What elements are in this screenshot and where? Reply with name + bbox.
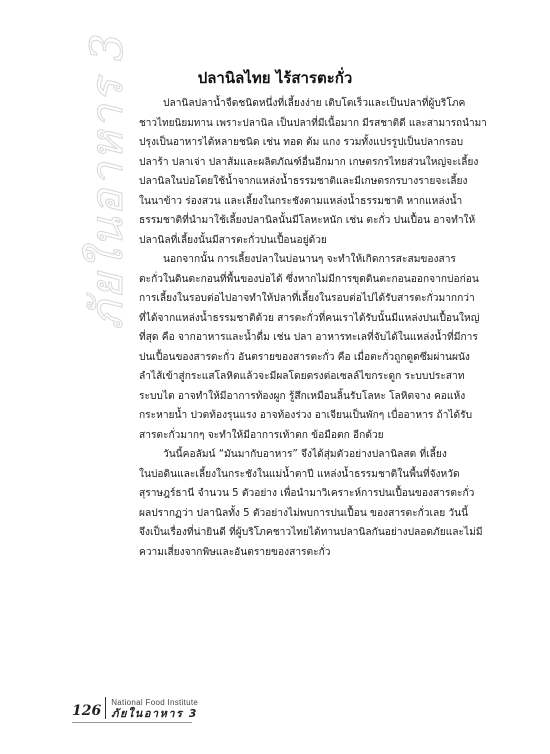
body-text-line: ตะกั่วในดินตะกอนที่พื้นของบ่อได้ ซึ่งหากไม่มีการขุดดินตะกอนออกจากบ่อก่อน: [139, 273, 479, 285]
body-text-line: ธรรมชาติที่นำมาใช้เลี้ยงปลานิลนั้นมีโลหะหนัก เช่น ตะกั่ว ปนเปื้อน อาจทำให้: [139, 215, 476, 226]
body-text-line: วันนี้คอลัมน์ “มันมากับอาหาร” จึงได้สุ่มตัวอย่างปลานิลสด ที่เลี้ยง: [163, 449, 447, 460]
body-text-line: สุราษฎร์ธานี จำนวน 5 ตัวอย่าง เพื่อนำมาวิเคราะห์การปนเปื้อนของสารตะกั่ว: [139, 488, 475, 499]
body-text-line: ปนเปื้อนของสารตะกั่ว อันตรายของสารตะกั่ว คือ เมื่อตะกั่วถูกดูดซึมผ่านผนัง: [139, 351, 470, 363]
body-text-line: สารตะกั่วมากๆ จะทำให้มีอาการเท้าตก ข้อมือตก อีกด้วย: [139, 429, 384, 441]
article-title: ปลานิลไทย ไร้สารตะกั่ว: [197, 69, 353, 87]
body-text-line: ในนาข้าว ร่องสวน และเลี้ยงในกระชังตามแหล่งน้ำธรรมชาติ หากแหล่งน้ำ: [139, 195, 463, 207]
body-text-line: ความเสี่ยงจากพิษและอันตรายของสารตะกั่ว: [139, 546, 331, 558]
body-text-line: ที่สุด คือ จากอาหารและน้ำดื่ม เช่น ปลา อาหารทะเลที่จับได้ในแหล่งน้ำที่มีการ: [139, 332, 478, 343]
footer-rule: [72, 722, 192, 723]
body-text-line: ปลาร้า ปลาเจ่า ปลาส้มและผลิตภัณฑ์อื่นอีกมาก เกษตรกรไทยส่วนใหญ่จะเลี้ยง: [139, 156, 479, 168]
section-watermark: ภัยในอาหาร 3: [82, 31, 133, 330]
body-text-line: จึงเป็นเรื่องที่น่ายินดี ที่ผู้บริโภคชาวไทยได้ทานปลานิลกันอย่างปลอดภัยและไม่มี: [139, 527, 483, 538]
body-text-line: ชาวไทยนิยมทาน เพราะปลานิล เป็นปลาที่มีเนื้อมาก มีรสชาติดี และสามารถนำมา: [139, 117, 487, 129]
footer-divider: [105, 697, 106, 719]
page-number: 126: [72, 703, 102, 719]
article-body: [139, 94, 491, 562]
page-footer: [72, 697, 198, 719]
body-text-line: กระหายน้ำ ปวดท้องรุนแรง อาจท้องร่วง อาเจียนเป็นพักๆ เบื่ออาหาร ถ้าได้รับ: [139, 410, 473, 421]
body-text-line: ปลานิลในบ่อโดยใช้น้ำจากแหล่งน้ำธรรมชาติและมีเกษตรกรบางรายจะเลี้ยง: [139, 176, 468, 187]
footer-text: [111, 697, 198, 719]
footer-institute: National Food Institute: [111, 698, 199, 707]
body-text-line: ระบบไต อาจทำให้มีอาการท้องผูก รู้สึกเหมือนลิ้นรับโลหะ โลหิตจาง คอแห้ง: [139, 390, 466, 402]
body-text-line: นอกจากนั้น การเลี้ยงปลาในบ่อนานๆ จะทำให้เกิดการสะสมของสาร: [163, 254, 456, 265]
body-text-line: ปรุงเป็นอาหารได้หลายชนิด เช่น ทอด ต้ม แกง รวมทั้งแปรรูปเป็นปลากรอบ: [139, 137, 464, 148]
body-text-line: การเลี้ยงในรอบต่อไปอาจทำให้ปลาที่เลี้ยงในรอบต่อไปได้รับสารตะกั่วมากกว่า: [139, 293, 475, 304]
body-text-line: ผลปรากฏว่า ปลานิลทั้ง 5 ตัวอย่างไม่พบการปนเปื้อน ของสารตะกั่วเลย วันนี้: [139, 507, 469, 519]
body-text-line: ลำไส้เข้าสู่กระแสโลหิตแล้วจะมีผลโดยตรงต่อเซลล์ไขกระดูก ระบบประสาท: [139, 371, 465, 382]
body-text-line: ในบ่อดินและเลี้ยงในกระชังในแม่น้ำตาปี แหล่งน้ำธรรมชาติในพื้นที่จังหวัด: [139, 468, 460, 480]
body-text-line: ปลานิลที่เลี้ยงนั้นมีสารตะกั่วปนเปื้อนอยู่ด้วย: [139, 234, 327, 246]
body-text-line: ปลานิลปลาน้ำจืดชนิดหนึ่งที่เลี้ยงง่าย เติบโตเร็วและเป็นปลาที่ผู้บริโภค: [163, 98, 466, 109]
body-text-line: ที่ได้จากแหล่งน้ำธรรมชาติด้วย สารตะกั่วที่คนเราได้รับนั้นมีแหล่งปนเปื้อนใหญ่: [139, 312, 480, 324]
footer-book-title: ภัยในอาหาร 3: [111, 707, 198, 720]
